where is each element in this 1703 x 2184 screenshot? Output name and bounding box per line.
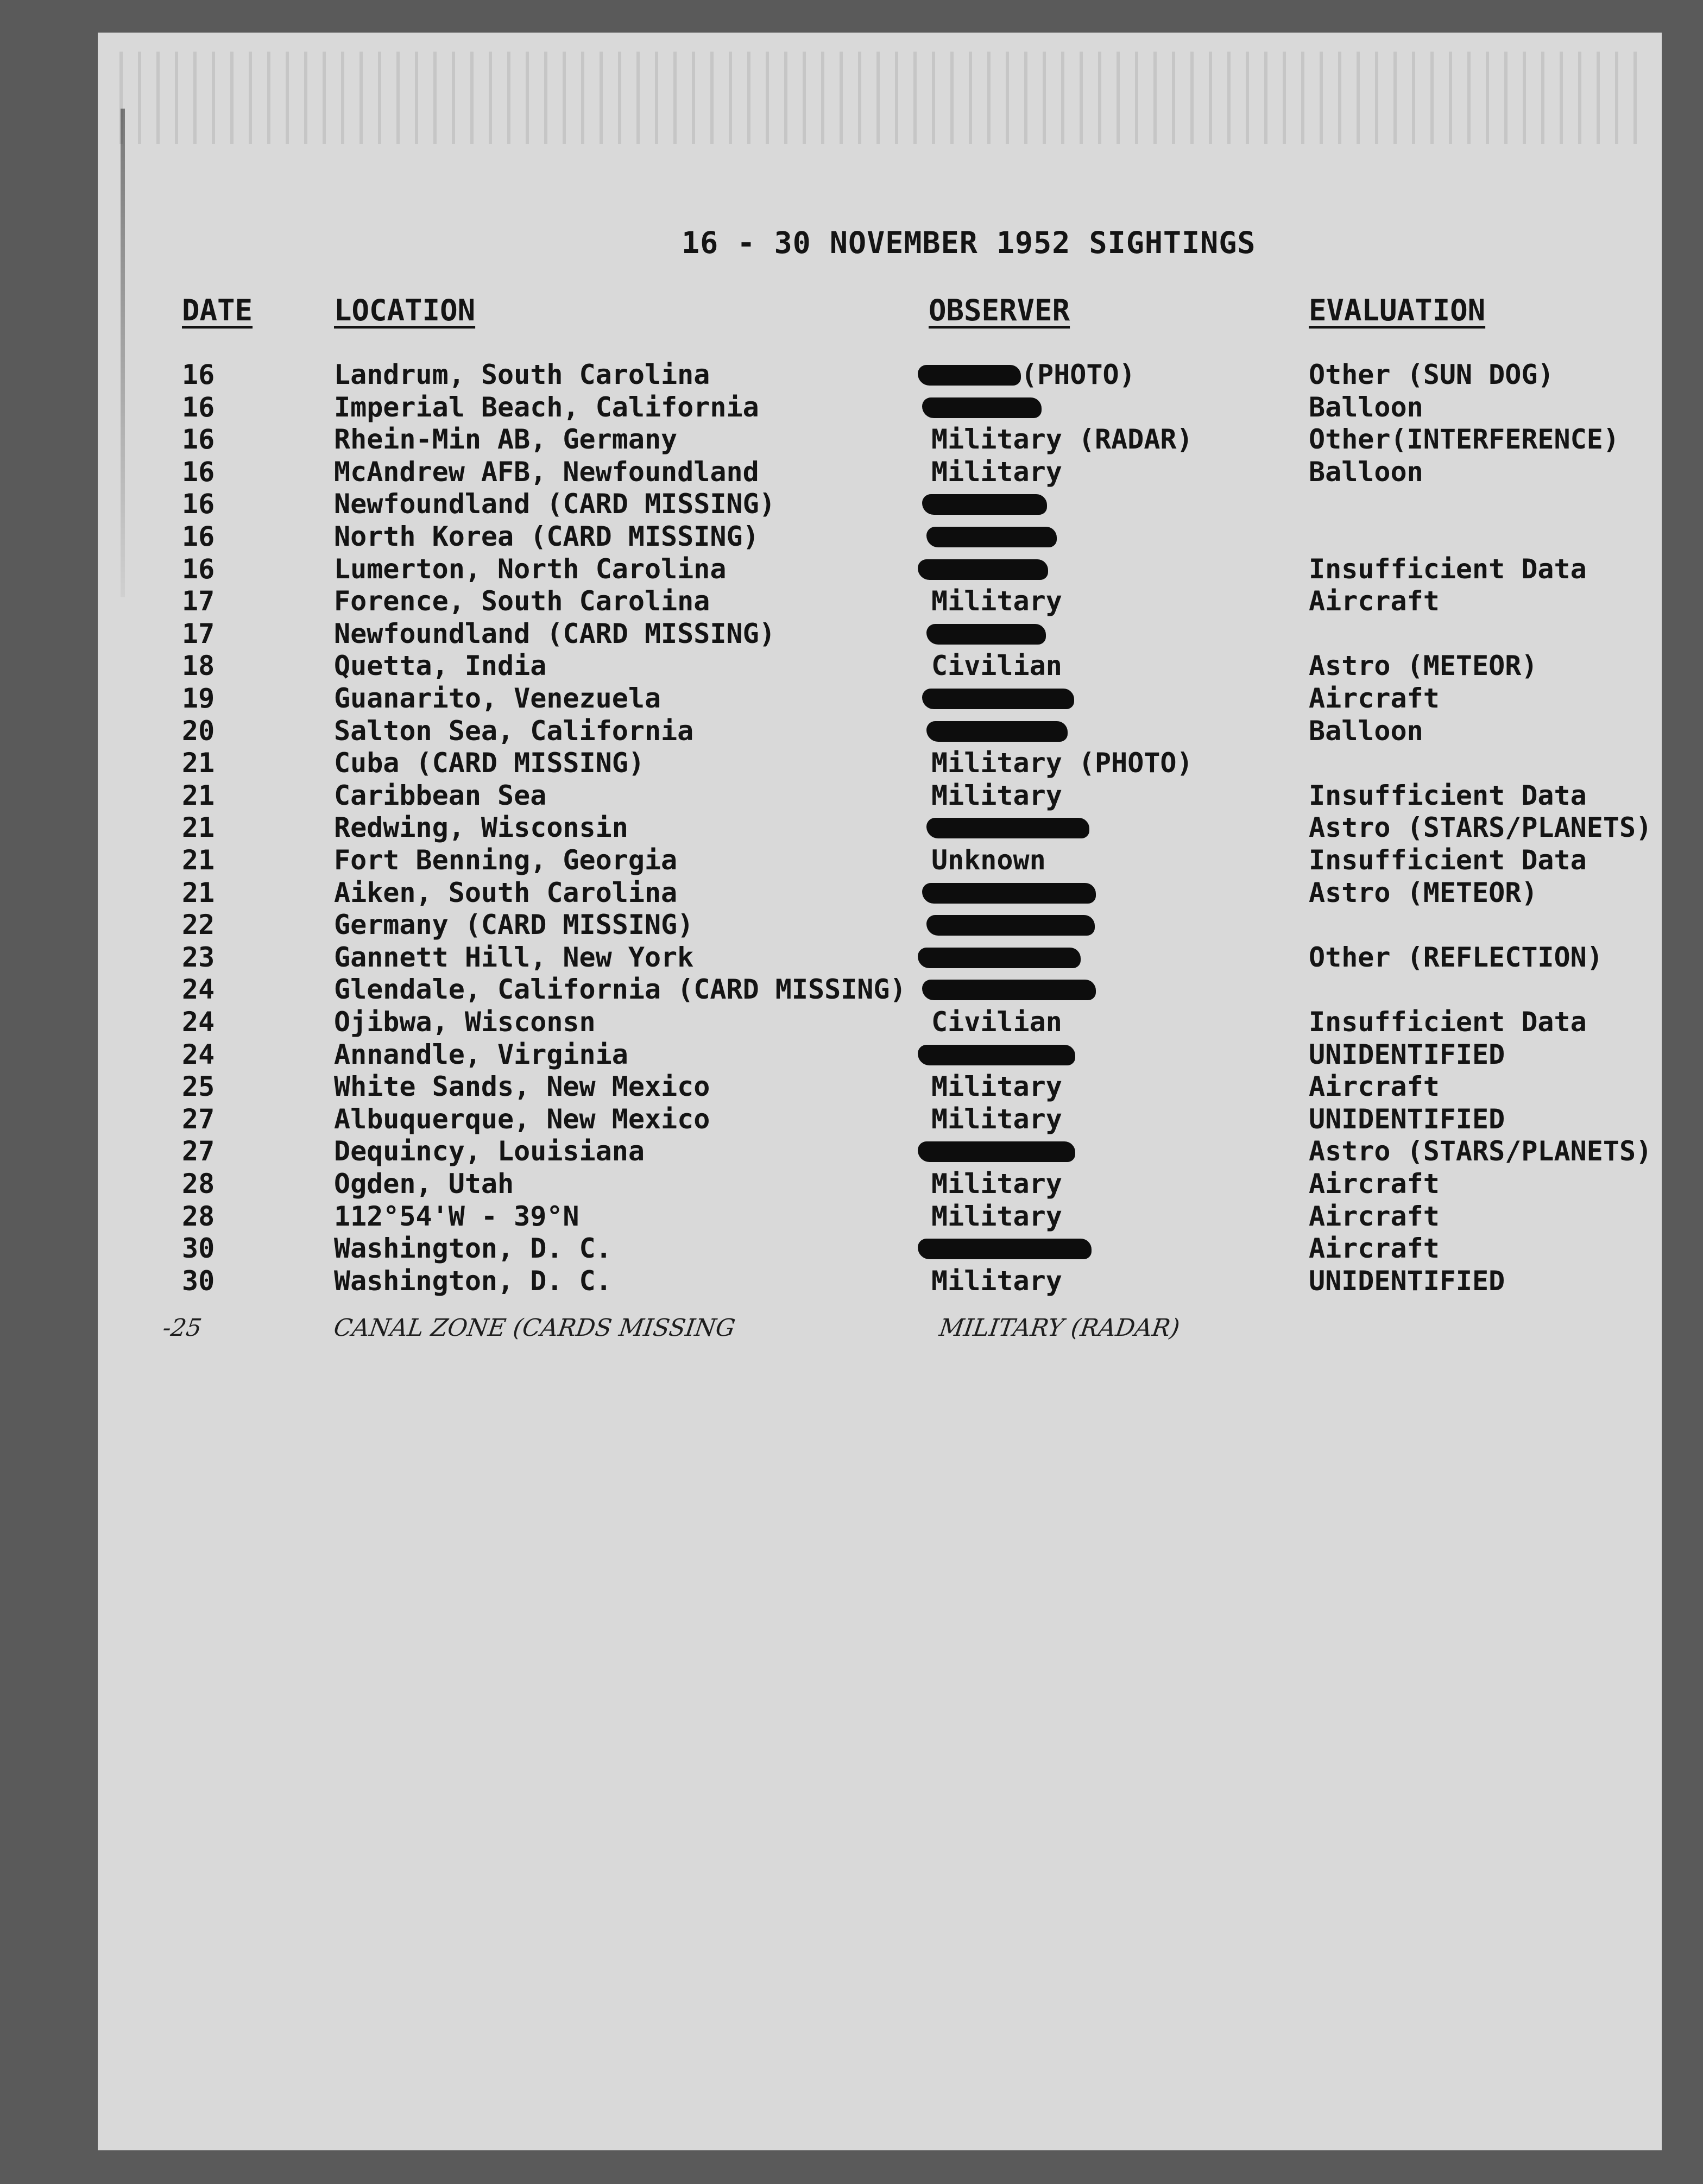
table-row <box>0 1006 1703 1038</box>
header-observer: OBSERVER <box>929 293 1070 327</box>
table-row <box>0 715 1703 747</box>
redaction-mark <box>918 1141 1075 1162</box>
table-row <box>0 553 1703 585</box>
date-cell: 24 <box>182 1006 215 1038</box>
evaluation-cell: UNIDENTIFIED <box>1309 1103 1505 1135</box>
table-row <box>0 1232 1703 1265</box>
date-cell: 16 <box>182 553 215 585</box>
table-row <box>0 649 1703 682</box>
evaluation-cell: UNIDENTIFIED <box>1309 1038 1505 1070</box>
location-cell: Guanarito, Venezuela <box>334 683 661 714</box>
header-location: LOCATION <box>334 293 476 327</box>
table-row <box>0 1038 1703 1071</box>
date-cell: 22 <box>182 909 215 941</box>
location-cell: Lumerton, North Carolina <box>334 553 727 585</box>
evaluation-cell: Aircraft <box>1309 585 1440 617</box>
table-row <box>0 488 1703 520</box>
date-cell: 25 <box>182 1071 215 1103</box>
scan-artifact <box>119 52 1651 144</box>
evaluation-cell: Other (SUN DOG) <box>1309 359 1554 390</box>
observer-cell: Military <box>931 1200 1062 1232</box>
evaluation-cell: Aircraft <box>1309 1200 1440 1232</box>
evaluation-cell: Insufficient Data <box>1309 1006 1587 1038</box>
location-cell: Rhein-Min AB, Germany <box>334 424 678 456</box>
evaluation-cell: Aircraft <box>1309 1168 1440 1200</box>
evaluation-cell: Aircraft <box>1309 683 1440 714</box>
redaction-mark <box>918 365 1021 386</box>
redaction-mark <box>922 397 1042 418</box>
evaluation-cell: Astro (METEOR) <box>1309 650 1538 682</box>
evaluation-cell: Other(INTERFERENCE) <box>1309 424 1619 456</box>
header-evaluation: EVALUATION <box>1309 293 1486 327</box>
evaluation-cell: Balloon <box>1309 391 1423 423</box>
evaluation-cell: Other (REFLECTION) <box>1309 941 1603 973</box>
observer-cell: Civilian <box>931 650 1062 682</box>
observer-cell: Unknown <box>931 844 1046 876</box>
date-cell: 21 <box>182 747 215 779</box>
redaction-mark <box>926 721 1068 742</box>
handwritten-date: -25 <box>161 1314 204 1342</box>
table-row <box>0 617 1703 650</box>
date-cell: 30 <box>182 1233 215 1265</box>
observer-cell: Military <box>931 456 1062 488</box>
redaction-mark <box>918 559 1048 580</box>
evaluation-cell: Balloon <box>1309 715 1423 747</box>
date-cell: 17 <box>182 585 215 617</box>
table-row <box>0 973 1703 1006</box>
date-cell: 16 <box>182 424 215 456</box>
location-cell: Ogden, Utah <box>334 1168 514 1200</box>
table-row <box>0 844 1703 876</box>
table-row <box>0 1103 1703 1135</box>
table-row <box>0 682 1703 715</box>
redaction-mark <box>922 494 1047 515</box>
date-cell: 28 <box>182 1168 215 1200</box>
date-cell: 24 <box>182 1038 215 1070</box>
evaluation-cell: Aircraft <box>1309 1233 1440 1265</box>
redaction-mark <box>922 689 1074 709</box>
date-cell: 16 <box>182 359 215 390</box>
observer-cell: (PHOTO) <box>1021 359 1136 390</box>
redaction-mark <box>926 624 1046 645</box>
date-cell: 27 <box>182 1103 215 1135</box>
location-cell: Ojibwa, Wisconsn <box>334 1006 596 1038</box>
observer-cell: Military <box>931 1168 1062 1200</box>
location-cell: Washington, D. C. <box>334 1233 612 1265</box>
date-cell: 16 <box>182 456 215 488</box>
date-cell: 19 <box>182 683 215 714</box>
date-cell: 21 <box>182 876 215 908</box>
table-row <box>0 908 1703 941</box>
evaluation-cell: Astro (STARS/PLANETS) <box>1309 1135 1652 1167</box>
table-row <box>0 1167 1703 1200</box>
location-cell: Redwing, Wisconsin <box>334 812 628 844</box>
location-cell: Glendale, California (CARD MISSING) <box>334 974 906 1006</box>
redaction-mark <box>918 1239 1092 1259</box>
observer-cell: Military (RADAR) <box>931 424 1193 456</box>
observer-cell: Military (PHOTO) <box>931 747 1193 779</box>
observer-cell: Military <box>931 779 1062 811</box>
date-cell: 16 <box>182 391 215 423</box>
date-cell: 23 <box>182 941 215 973</box>
table-row <box>0 1265 1703 1297</box>
location-cell: Annandle, Virginia <box>334 1038 628 1070</box>
location-cell: Caribbean Sea <box>334 779 547 811</box>
location-cell: Germany (CARD MISSING) <box>334 909 694 941</box>
handwritten-observer: MILITARY (RADAR) <box>937 1314 1182 1342</box>
location-cell: Gannett Hill, New York <box>334 941 694 973</box>
evaluation-cell: Astro (METEOR) <box>1309 876 1538 908</box>
location-cell: White Sands, New Mexico <box>334 1071 710 1103</box>
location-cell: Newfoundland (CARD MISSING) <box>334 488 775 520</box>
table-row <box>0 520 1703 553</box>
table-row <box>0 779 1703 812</box>
location-cell: Albuquerque, New Mexico <box>334 1103 710 1135</box>
redaction-mark <box>922 883 1096 904</box>
date-cell: 28 <box>182 1200 215 1232</box>
location-cell: Salton Sea, California <box>334 715 694 747</box>
location-cell: Forence, South Carolina <box>334 585 710 617</box>
location-cell: Landrum, South Carolina <box>334 359 710 390</box>
date-cell: 21 <box>182 812 215 844</box>
date-cell: 21 <box>182 844 215 876</box>
evaluation-cell: Insufficient Data <box>1309 779 1587 811</box>
evaluation-cell: Insufficient Data <box>1309 553 1587 585</box>
table-row <box>0 358 1703 391</box>
table-row <box>0 1200 1703 1233</box>
observer-cell: Military <box>931 1071 1062 1103</box>
table-row <box>0 423 1703 456</box>
observer-cell: Military <box>931 585 1062 617</box>
location-cell: Fort Benning, Georgia <box>334 844 678 876</box>
redaction-mark <box>918 1045 1075 1065</box>
location-cell: Aiken, South Carolina <box>334 876 678 908</box>
date-cell: 24 <box>182 974 215 1006</box>
evaluation-cell: Aircraft <box>1309 1071 1440 1103</box>
table-row <box>0 1070 1703 1103</box>
location-cell: Quetta, India <box>334 650 547 682</box>
redaction-mark <box>926 527 1057 547</box>
location-cell: Imperial Beach, California <box>334 391 759 423</box>
table-row <box>0 456 1703 488</box>
date-cell: 20 <box>182 715 215 747</box>
location-cell: 112°54'W - 39°N <box>334 1200 579 1232</box>
table-row <box>0 811 1703 844</box>
evaluation-cell: Astro (STARS/PLANETS) <box>1309 812 1652 844</box>
redaction-mark <box>922 980 1096 1000</box>
table-row <box>0 585 1703 617</box>
date-cell: 18 <box>182 650 215 682</box>
redaction-mark <box>918 948 1081 968</box>
observer-cell: Military <box>931 1103 1062 1135</box>
date-cell: 27 <box>182 1135 215 1167</box>
date-cell: 16 <box>182 488 215 520</box>
date-cell: 16 <box>182 521 215 552</box>
redaction-mark <box>926 818 1089 838</box>
redaction-mark <box>926 915 1095 936</box>
table-row <box>0 1135 1703 1167</box>
table-row <box>0 876 1703 909</box>
handwritten-location: CANAL ZONE (CARDS MISSING <box>332 1314 737 1342</box>
date-cell: 17 <box>182 617 215 649</box>
observer-cell: Civilian <box>931 1006 1062 1038</box>
date-cell: 21 <box>182 779 215 811</box>
location-cell: Cuba (CARD MISSING) <box>334 747 645 779</box>
location-cell: Washington, D. C. <box>334 1265 612 1297</box>
page-title: 16 - 30 NOVEMBER 1952 SIGHTINGS <box>682 225 1256 260</box>
evaluation-cell: UNIDENTIFIED <box>1309 1265 1505 1297</box>
location-cell: Dequincy, Louisiana <box>334 1135 645 1167</box>
date-cell: 30 <box>182 1265 215 1297</box>
evaluation-cell: Balloon <box>1309 456 1423 488</box>
observer-cell: Military <box>931 1265 1062 1297</box>
location-cell: McAndrew AFB, Newfoundland <box>334 456 759 488</box>
location-cell: North Korea (CARD MISSING) <box>334 521 759 552</box>
table-row <box>0 747 1703 779</box>
header-date: DATE <box>182 293 253 327</box>
evaluation-cell: Insufficient Data <box>1309 844 1587 876</box>
location-cell: Newfoundland (CARD MISSING) <box>334 617 775 649</box>
table-row <box>0 941 1703 974</box>
table-row <box>0 391 1703 424</box>
